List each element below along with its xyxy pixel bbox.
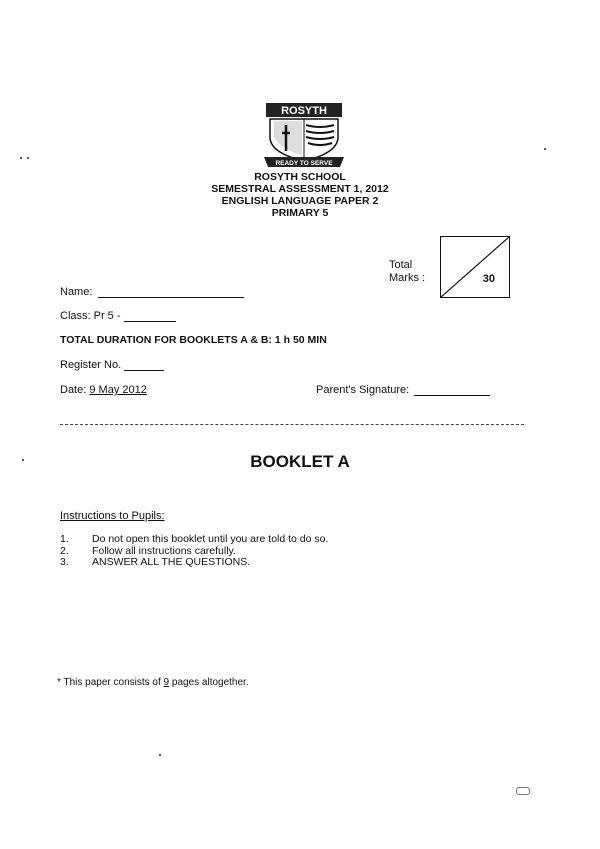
name-blank[interactable] <box>98 287 244 298</box>
signature-field[interactable] <box>316 384 490 396</box>
total-marks-box <box>440 236 510 298</box>
register-label: Register No. <box>60 359 122 371</box>
instruction-number: 3. <box>60 556 69 568</box>
total-marks-label-line2: Marks : <box>389 272 426 284</box>
scan-speck <box>544 148 546 150</box>
signature-blank[interactable] <box>414 385 490 396</box>
marks-box-diagonal <box>441 237 509 297</box>
instruction-number: 2. <box>60 544 69 557</box>
total-marks-value: 30 <box>482 273 495 285</box>
footnote-suffix: pages altogether. <box>169 677 249 688</box>
crest-motto: READY TO SERVE <box>275 160 333 167</box>
class-value: Pr 5 - <box>93 310 121 322</box>
instruction-text: Follow all instructions carefully. <box>92 544 236 557</box>
class-field[interactable] <box>60 310 176 322</box>
register-field[interactable] <box>60 359 164 371</box>
scan-speck <box>27 157 29 159</box>
date-label: Date: <box>60 384 87 396</box>
instruction-item <box>60 557 328 569</box>
scan-mark <box>516 787 530 795</box>
name-label: Name: <box>60 286 93 298</box>
school-name: ROSYTH SCHOOL <box>254 171 346 183</box>
assessment-title: SEMESTRAL ASSESSMENT 1, 2012 <box>211 183 389 195</box>
paper-title: ENGLISH LANGUAGE PAPER 2 <box>221 195 379 207</box>
total-marks-label-line1: Total <box>389 259 413 271</box>
page-count-note <box>57 677 249 688</box>
footnote-pages: 9 <box>163 677 170 688</box>
section-divider <box>60 424 524 425</box>
instructions-list <box>60 534 328 569</box>
instruction-text: Do not open this booklet until you are told to do so. <box>92 533 329 545</box>
level-title: PRIMARY 5 <box>271 207 329 219</box>
instruction-text: ANSWER ALL THE QUESTIONS. <box>92 556 251 568</box>
scan-speck <box>159 754 161 756</box>
signature-label: Parent's Signature: <box>316 384 410 396</box>
name-field[interactable] <box>60 286 244 298</box>
date-value: 9 May 2012 <box>89 384 147 396</box>
crest-banner-text: ROSYTH <box>281 105 327 117</box>
scan-speck <box>20 157 22 159</box>
instruction-number: 1. <box>60 533 69 545</box>
register-blank[interactable] <box>124 360 164 371</box>
school-crest <box>260 101 348 169</box>
instructions-title: Instructions to Pupils: <box>60 510 165 522</box>
scan-speck <box>22 459 24 461</box>
total-marks-label <box>389 259 425 285</box>
footnote-prefix: * This paper consists of <box>57 677 164 688</box>
class-blank[interactable] <box>124 311 176 322</box>
total-duration: TOTAL DURATION FOR BOOKLETS A & B: 1 h 50 MIN <box>60 334 327 346</box>
booklet-title: BOOKLET A <box>250 452 350 471</box>
date-field <box>60 384 147 396</box>
class-label: Class: <box>60 310 91 322</box>
